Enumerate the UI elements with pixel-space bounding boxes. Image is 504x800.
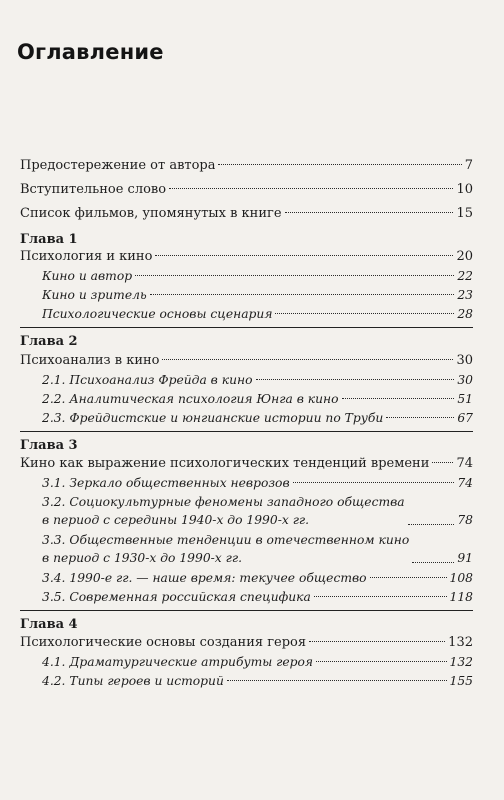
entry-title-line: в период с 1930-х до 1990-х гг. [42, 551, 242, 565]
leader-dots [432, 462, 453, 463]
chapter-label: Глава 3 [20, 438, 78, 453]
entry-page: 132 [449, 655, 473, 669]
section-entry [42, 267, 473, 285]
leader-dots [227, 680, 447, 681]
entry-page: 118 [449, 590, 473, 604]
leader-dots [162, 359, 453, 360]
entry-title: Предостережение от автора [20, 158, 216, 173]
leader-dots [370, 577, 447, 578]
entry-page: 23 [457, 288, 473, 302]
chapter-entry [20, 352, 473, 370]
entry-title: Кино и зритель [42, 288, 147, 302]
leader-dots [408, 524, 455, 525]
entry-page: 67 [457, 411, 473, 425]
leader-dots [135, 275, 454, 276]
entry-title: Кино и автор [42, 269, 133, 283]
entry-page: 20 [456, 249, 473, 264]
entry-title: 3.5. Современная российская специфика [42, 590, 311, 604]
section-entry [42, 569, 473, 587]
entry-title: 4.2. Типы героев и историй [42, 674, 224, 688]
section-entry [42, 653, 473, 671]
chapter-divider [20, 431, 473, 432]
leader-dots [412, 562, 454, 563]
chapter-label: Глава 4 [20, 617, 78, 632]
section-entry [42, 371, 473, 389]
entry-page: 51 [457, 392, 473, 406]
leader-dots [386, 417, 454, 418]
entry-page: 28 [457, 307, 473, 321]
entry-page: 15 [456, 206, 473, 221]
section-entry [42, 286, 473, 304]
leader-dots [150, 294, 455, 295]
entry-page: 22 [457, 269, 473, 283]
entry-page: 30 [456, 353, 473, 368]
entry-page: 10 [456, 182, 473, 197]
entry-title: Кино как выражение психологических тенденций времени [20, 456, 430, 471]
section-entry [42, 409, 473, 427]
leader-dots [169, 188, 453, 189]
entry-title: Психология и кино [20, 249, 153, 264]
leader-dots [316, 661, 446, 662]
entry-title: 2.2. Аналитическая психология Юнга в кино [42, 392, 339, 406]
section-entry [42, 474, 473, 492]
entry-title: 2.3. Фрейдистские и юнгианские истории по Труби [42, 411, 384, 425]
toc-entry [20, 205, 473, 223]
entry-title [42, 493, 405, 529]
leader-dots [309, 641, 445, 642]
toc-entry [20, 181, 473, 199]
entry-title: 4.1. Драматургические атрибуты героя [42, 655, 314, 669]
entry-title-line: 3.2. Социокультурные феномены западного общества [42, 495, 405, 509]
chapter-label: Глава 2 [20, 334, 78, 349]
section-entry [42, 588, 473, 606]
entry-title: Психоанализ в кино [20, 353, 160, 368]
entry-title [42, 531, 409, 567]
leader-dots [275, 313, 454, 314]
section-entry [42, 390, 473, 408]
leader-dots [293, 482, 455, 483]
entry-title: 3.1. Зеркало общественных неврозов [42, 476, 290, 490]
entry-title-line: 3.3. Общественные тенденции в отечественном кино [42, 533, 410, 547]
entry-title: Психологические основы создания героя [20, 635, 307, 650]
entry-page: 74 [456, 456, 473, 471]
section-entry [42, 305, 473, 323]
entry-page: 91 [457, 551, 473, 565]
leader-dots [256, 379, 455, 380]
leader-dots [342, 398, 455, 399]
section-entry [42, 672, 473, 690]
entry-title: Психологические основы сценария [42, 307, 273, 321]
leader-dots [285, 212, 454, 213]
chapter-entry [20, 455, 473, 473]
entry-title: 2.1. Психоанализ Фрейда в кино [42, 373, 253, 387]
leader-dots [218, 164, 461, 165]
chapter-divider [20, 610, 473, 611]
section-entry [42, 493, 473, 529]
entry-title: Список фильмов, упомянутых в книге [20, 206, 282, 221]
entry-page: 78 [457, 513, 473, 527]
entry-title: Вступительное слово [20, 182, 167, 197]
entry-title: 3.4. 1990-е гг. — наше время: текучее общество [42, 571, 367, 585]
chapter-entry [20, 634, 473, 652]
entry-page: 7 [464, 158, 473, 173]
entry-page: 74 [457, 476, 473, 490]
entry-title-line: в период с середины 1940-х до 1990-х гг. [42, 513, 310, 527]
section-entry [42, 531, 473, 567]
entry-page: 108 [449, 571, 473, 585]
leader-dots [314, 596, 447, 597]
toc-entry [20, 157, 473, 175]
entry-page: 30 [457, 373, 473, 387]
chapter-entry [20, 248, 473, 266]
leader-dots [155, 255, 453, 256]
entry-page: 155 [449, 674, 473, 688]
entry-page: 132 [448, 635, 473, 650]
chapter-divider [20, 327, 473, 328]
chapter-label: Глава 1 [20, 232, 78, 247]
page-title: Оглавление [17, 40, 164, 64]
